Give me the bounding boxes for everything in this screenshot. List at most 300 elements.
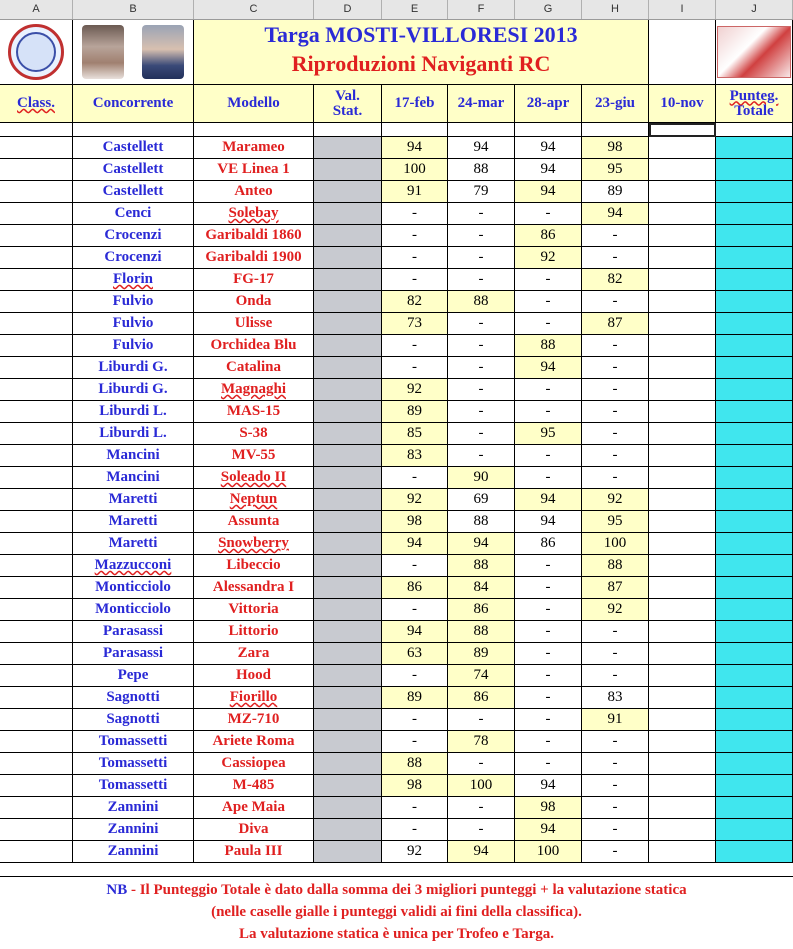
score-cell[interactable]: 88 bbox=[448, 159, 515, 181]
photos-cell[interactable] bbox=[73, 20, 194, 85]
column-letter-i[interactable]: I bbox=[649, 0, 716, 19]
val-stat-cell[interactable] bbox=[314, 665, 382, 687]
class-cell[interactable] bbox=[0, 467, 73, 489]
competitor-cell[interactable]: Crocenzi bbox=[73, 247, 194, 269]
class-cell[interactable] bbox=[0, 181, 73, 203]
competitor-cell[interactable]: Fulvio bbox=[73, 335, 194, 357]
header-date-5[interactable]: 10-nov bbox=[649, 85, 716, 123]
score-cell[interactable]: 98 bbox=[582, 137, 649, 159]
score-cell[interactable]: 89 bbox=[448, 643, 515, 665]
total-cell[interactable] bbox=[716, 599, 793, 621]
score-cell[interactable]: - bbox=[515, 709, 582, 731]
score-cell[interactable]: 89 bbox=[382, 687, 448, 709]
total-cell[interactable] bbox=[716, 291, 793, 313]
class-cell[interactable] bbox=[0, 423, 73, 445]
total-cell[interactable] bbox=[716, 753, 793, 775]
total-cell[interactable] bbox=[716, 225, 793, 247]
score-cell[interactable]: 82 bbox=[382, 291, 448, 313]
score-cell[interactable]: - bbox=[515, 577, 582, 599]
score-cell[interactable]: - bbox=[448, 819, 515, 841]
score-cell[interactable]: - bbox=[582, 797, 649, 819]
model-cell[interactable]: Zara bbox=[194, 643, 314, 665]
header-val-stat[interactable]: Val. Stat. bbox=[314, 85, 382, 123]
val-stat-cell[interactable] bbox=[314, 335, 382, 357]
class-cell[interactable] bbox=[0, 291, 73, 313]
column-letter-f[interactable]: F bbox=[448, 0, 515, 19]
model-cell[interactable]: VE Linea 1 bbox=[194, 159, 314, 181]
score-cell[interactable]: 100 bbox=[582, 533, 649, 555]
score-cell[interactable]: - bbox=[515, 643, 582, 665]
score-cell[interactable]: 92 bbox=[582, 599, 649, 621]
score-cell[interactable] bbox=[649, 137, 716, 159]
header-date-3[interactable]: 28-apr bbox=[515, 85, 582, 123]
competitor-cell[interactable]: Mazzucconi bbox=[73, 555, 194, 577]
score-cell[interactable]: 83 bbox=[582, 687, 649, 709]
score-cell[interactable]: - bbox=[382, 599, 448, 621]
score-cell[interactable]: - bbox=[382, 357, 448, 379]
score-cell[interactable]: - bbox=[515, 401, 582, 423]
competitor-cell[interactable]: Castellett bbox=[73, 159, 194, 181]
header-class[interactable]: Class. bbox=[0, 85, 73, 123]
total-cell[interactable] bbox=[716, 687, 793, 709]
score-cell[interactable]: 94 bbox=[382, 621, 448, 643]
competitor-cell[interactable]: Fulvio bbox=[73, 313, 194, 335]
class-cell[interactable] bbox=[0, 731, 73, 753]
model-cell[interactable]: Ape Maia bbox=[194, 797, 314, 819]
score-cell[interactable]: - bbox=[448, 313, 515, 335]
score-cell[interactable]: - bbox=[582, 291, 649, 313]
total-cell[interactable] bbox=[716, 819, 793, 841]
class-cell[interactable] bbox=[0, 819, 73, 841]
model-cell[interactable]: FG-17 bbox=[194, 269, 314, 291]
competitor-cell[interactable]: Fulvio bbox=[73, 291, 194, 313]
score-cell[interactable] bbox=[649, 291, 716, 313]
column-letter-d[interactable]: D bbox=[314, 0, 382, 19]
score-cell[interactable] bbox=[649, 357, 716, 379]
score-cell[interactable]: - bbox=[515, 313, 582, 335]
blank-cell[interactable] bbox=[515, 123, 582, 137]
score-cell[interactable]: - bbox=[515, 555, 582, 577]
score-cell[interactable]: 94 bbox=[582, 203, 649, 225]
score-cell[interactable]: 88 bbox=[448, 621, 515, 643]
class-cell[interactable] bbox=[0, 665, 73, 687]
total-cell[interactable] bbox=[716, 379, 793, 401]
score-cell[interactable]: 94 bbox=[515, 137, 582, 159]
column-letter-h[interactable]: H bbox=[582, 0, 649, 19]
score-cell[interactable]: 91 bbox=[582, 709, 649, 731]
score-cell[interactable]: 98 bbox=[382, 511, 448, 533]
competitor-cell[interactable]: Maretti bbox=[73, 533, 194, 555]
score-cell[interactable]: - bbox=[582, 665, 649, 687]
competitor-cell[interactable]: Monticciolo bbox=[73, 599, 194, 621]
class-cell[interactable] bbox=[0, 159, 73, 181]
val-stat-cell[interactable] bbox=[314, 819, 382, 841]
class-cell[interactable] bbox=[0, 511, 73, 533]
class-cell[interactable] bbox=[0, 687, 73, 709]
column-letter-c[interactable]: C bbox=[194, 0, 314, 19]
model-cell[interactable]: Littorio bbox=[194, 621, 314, 643]
score-cell[interactable]: 100 bbox=[448, 775, 515, 797]
score-cell[interactable]: - bbox=[582, 819, 649, 841]
score-cell[interactable]: - bbox=[382, 335, 448, 357]
score-cell[interactable]: - bbox=[448, 203, 515, 225]
score-cell[interactable]: 92 bbox=[515, 247, 582, 269]
score-cell[interactable]: - bbox=[582, 423, 649, 445]
competitor-cell[interactable]: Cenci bbox=[73, 203, 194, 225]
class-cell[interactable] bbox=[0, 225, 73, 247]
class-cell[interactable] bbox=[0, 401, 73, 423]
score-cell[interactable]: - bbox=[515, 621, 582, 643]
val-stat-cell[interactable] bbox=[314, 181, 382, 203]
competitor-cell[interactable]: Liburdi L. bbox=[73, 423, 194, 445]
score-cell[interactable]: 86 bbox=[515, 533, 582, 555]
class-cell[interactable] bbox=[0, 269, 73, 291]
score-cell[interactable]: 88 bbox=[515, 335, 582, 357]
score-cell[interactable] bbox=[649, 467, 716, 489]
score-cell[interactable]: 95 bbox=[582, 511, 649, 533]
competitor-cell[interactable]: Mancini bbox=[73, 445, 194, 467]
val-stat-cell[interactable] bbox=[314, 841, 382, 863]
score-cell[interactable]: 87 bbox=[582, 313, 649, 335]
score-cell[interactable]: - bbox=[382, 665, 448, 687]
score-cell[interactable]: - bbox=[448, 753, 515, 775]
model-cell[interactable]: Garibaldi 1860 bbox=[194, 225, 314, 247]
val-stat-cell[interactable] bbox=[314, 203, 382, 225]
class-cell[interactable] bbox=[0, 797, 73, 819]
score-cell[interactable]: 83 bbox=[382, 445, 448, 467]
score-cell[interactable]: - bbox=[515, 753, 582, 775]
model-cell[interactable]: Assunta bbox=[194, 511, 314, 533]
score-cell[interactable]: - bbox=[582, 247, 649, 269]
model-cell[interactable]: Hood bbox=[194, 665, 314, 687]
competitor-cell[interactable]: Castellett bbox=[73, 181, 194, 203]
score-cell[interactable] bbox=[649, 335, 716, 357]
total-cell[interactable] bbox=[716, 357, 793, 379]
val-stat-cell[interactable] bbox=[314, 269, 382, 291]
score-cell[interactable]: - bbox=[448, 335, 515, 357]
val-stat-cell[interactable] bbox=[314, 423, 382, 445]
blank-cell[interactable] bbox=[0, 123, 73, 137]
model-cell[interactable]: Diva bbox=[194, 819, 314, 841]
empty-title-cell[interactable] bbox=[649, 20, 716, 85]
score-cell[interactable]: - bbox=[382, 819, 448, 841]
score-cell[interactable]: 92 bbox=[582, 489, 649, 511]
class-cell[interactable] bbox=[0, 203, 73, 225]
val-stat-cell[interactable] bbox=[314, 313, 382, 335]
val-stat-cell[interactable] bbox=[314, 577, 382, 599]
total-cell[interactable] bbox=[716, 401, 793, 423]
competitor-cell[interactable]: Zannini bbox=[73, 819, 194, 841]
class-cell[interactable] bbox=[0, 599, 73, 621]
club-logo-cell[interactable] bbox=[0, 20, 73, 85]
model-cell[interactable]: Vittoria bbox=[194, 599, 314, 621]
total-cell[interactable] bbox=[716, 423, 793, 445]
model-cell[interactable]: Neptun bbox=[194, 489, 314, 511]
score-cell[interactable]: 88 bbox=[582, 555, 649, 577]
competitor-cell[interactable]: Castellett bbox=[73, 137, 194, 159]
score-cell[interactable]: 94 bbox=[382, 533, 448, 555]
class-cell[interactable] bbox=[0, 643, 73, 665]
score-cell[interactable]: 95 bbox=[582, 159, 649, 181]
model-cell[interactable]: Marameo bbox=[194, 137, 314, 159]
score-cell[interactable]: - bbox=[382, 555, 448, 577]
score-cell[interactable] bbox=[649, 511, 716, 533]
class-cell[interactable] bbox=[0, 621, 73, 643]
score-cell[interactable]: - bbox=[582, 841, 649, 863]
score-cell[interactable]: 92 bbox=[382, 841, 448, 863]
score-cell[interactable]: - bbox=[448, 357, 515, 379]
model-cell[interactable]: Magnaghi bbox=[194, 379, 314, 401]
score-cell[interactable]: - bbox=[582, 467, 649, 489]
score-cell[interactable]: - bbox=[515, 203, 582, 225]
score-cell[interactable]: - bbox=[515, 379, 582, 401]
val-stat-cell[interactable] bbox=[314, 731, 382, 753]
column-letter-g[interactable]: G bbox=[515, 0, 582, 19]
total-cell[interactable] bbox=[716, 731, 793, 753]
val-stat-cell[interactable] bbox=[314, 247, 382, 269]
val-stat-cell[interactable] bbox=[314, 533, 382, 555]
class-cell[interactable] bbox=[0, 247, 73, 269]
val-stat-cell[interactable] bbox=[314, 643, 382, 665]
model-cell[interactable]: Fiorillo bbox=[194, 687, 314, 709]
header-total[interactable]: Punteg. Totale bbox=[716, 85, 793, 123]
competitor-cell[interactable]: Sagnotti bbox=[73, 687, 194, 709]
val-stat-cell[interactable] bbox=[314, 511, 382, 533]
total-cell[interactable] bbox=[716, 159, 793, 181]
score-cell[interactable]: - bbox=[382, 225, 448, 247]
total-cell[interactable] bbox=[716, 841, 793, 863]
score-cell[interactable] bbox=[649, 577, 716, 599]
competitor-cell[interactable]: Parasassi bbox=[73, 643, 194, 665]
score-cell[interactable] bbox=[649, 731, 716, 753]
total-cell[interactable] bbox=[716, 335, 793, 357]
model-cell[interactable]: MV-55 bbox=[194, 445, 314, 467]
blank-cell[interactable] bbox=[448, 123, 515, 137]
score-cell[interactable] bbox=[649, 401, 716, 423]
model-cell[interactable]: Snowberry bbox=[194, 533, 314, 555]
class-cell[interactable] bbox=[0, 841, 73, 863]
score-cell[interactable]: 94 bbox=[515, 489, 582, 511]
score-cell[interactable] bbox=[649, 181, 716, 203]
val-stat-cell[interactable] bbox=[314, 489, 382, 511]
val-stat-cell[interactable] bbox=[314, 775, 382, 797]
score-cell[interactable]: - bbox=[448, 423, 515, 445]
total-cell[interactable] bbox=[716, 621, 793, 643]
score-cell[interactable]: 73 bbox=[382, 313, 448, 335]
model-cell[interactable]: MAS-15 bbox=[194, 401, 314, 423]
sponsor-cell[interactable] bbox=[716, 20, 793, 85]
score-cell[interactable]: - bbox=[582, 445, 649, 467]
score-cell[interactable]: - bbox=[515, 665, 582, 687]
score-cell[interactable]: - bbox=[448, 225, 515, 247]
score-cell[interactable]: - bbox=[382, 203, 448, 225]
score-cell[interactable]: 63 bbox=[382, 643, 448, 665]
score-cell[interactable] bbox=[649, 797, 716, 819]
score-cell[interactable]: - bbox=[582, 643, 649, 665]
score-cell[interactable]: 100 bbox=[515, 841, 582, 863]
model-cell[interactable]: Libeccio bbox=[194, 555, 314, 577]
column-letter-j[interactable]: J bbox=[716, 0, 793, 19]
model-cell[interactable]: MZ-710 bbox=[194, 709, 314, 731]
val-stat-cell[interactable] bbox=[314, 709, 382, 731]
total-cell[interactable] bbox=[716, 203, 793, 225]
score-cell[interactable]: - bbox=[382, 709, 448, 731]
blank-cell[interactable] bbox=[73, 123, 194, 137]
score-cell[interactable]: 98 bbox=[382, 775, 448, 797]
score-cell[interactable]: 88 bbox=[382, 753, 448, 775]
total-cell[interactable] bbox=[716, 797, 793, 819]
column-letter-b[interactable]: B bbox=[73, 0, 194, 19]
score-cell[interactable]: - bbox=[582, 731, 649, 753]
score-cell[interactable]: 94 bbox=[448, 533, 515, 555]
score-cell[interactable]: 95 bbox=[515, 423, 582, 445]
score-cell[interactable]: 90 bbox=[448, 467, 515, 489]
score-cell[interactable]: 87 bbox=[582, 577, 649, 599]
total-cell[interactable] bbox=[716, 511, 793, 533]
model-cell[interactable]: Soleado II bbox=[194, 467, 314, 489]
score-cell[interactable] bbox=[649, 841, 716, 863]
competitor-cell[interactable]: Maretti bbox=[73, 489, 194, 511]
score-cell[interactable]: 94 bbox=[515, 159, 582, 181]
header-date-1[interactable]: 17-feb bbox=[382, 85, 448, 123]
score-cell[interactable]: 86 bbox=[448, 687, 515, 709]
score-cell[interactable]: 86 bbox=[382, 577, 448, 599]
header-date-4[interactable]: 23-giu bbox=[582, 85, 649, 123]
score-cell[interactable]: 92 bbox=[382, 489, 448, 511]
competitor-cell[interactable]: Zannini bbox=[73, 797, 194, 819]
score-cell[interactable]: 86 bbox=[515, 225, 582, 247]
model-cell[interactable]: Catalina bbox=[194, 357, 314, 379]
score-cell[interactable] bbox=[649, 687, 716, 709]
total-cell[interactable] bbox=[716, 489, 793, 511]
score-cell[interactable]: - bbox=[448, 379, 515, 401]
class-cell[interactable] bbox=[0, 555, 73, 577]
score-cell[interactable]: - bbox=[515, 291, 582, 313]
model-cell[interactable]: Ariete Roma bbox=[194, 731, 314, 753]
score-cell[interactable]: - bbox=[515, 269, 582, 291]
val-stat-cell[interactable] bbox=[314, 621, 382, 643]
class-cell[interactable] bbox=[0, 445, 73, 467]
score-cell[interactable]: 79 bbox=[448, 181, 515, 203]
score-cell[interactable] bbox=[649, 709, 716, 731]
score-cell[interactable] bbox=[649, 753, 716, 775]
blank-cell[interactable] bbox=[194, 123, 314, 137]
score-cell[interactable] bbox=[649, 225, 716, 247]
competitor-cell[interactable]: Tomassetti bbox=[73, 731, 194, 753]
score-cell[interactable] bbox=[649, 555, 716, 577]
score-cell[interactable] bbox=[649, 247, 716, 269]
score-cell[interactable] bbox=[649, 533, 716, 555]
score-cell[interactable]: 89 bbox=[382, 401, 448, 423]
score-cell[interactable] bbox=[649, 665, 716, 687]
score-cell[interactable]: - bbox=[582, 225, 649, 247]
total-cell[interactable] bbox=[716, 247, 793, 269]
total-cell[interactable] bbox=[716, 467, 793, 489]
total-cell[interactable] bbox=[716, 269, 793, 291]
score-cell[interactable]: - bbox=[582, 357, 649, 379]
class-cell[interactable] bbox=[0, 489, 73, 511]
score-cell[interactable]: - bbox=[582, 753, 649, 775]
score-cell[interactable] bbox=[649, 313, 716, 335]
model-cell[interactable]: Paula III bbox=[194, 841, 314, 863]
total-cell[interactable] bbox=[716, 709, 793, 731]
competitor-cell[interactable]: Sagnotti bbox=[73, 709, 194, 731]
val-stat-cell[interactable] bbox=[314, 159, 382, 181]
score-cell[interactable]: - bbox=[382, 269, 448, 291]
val-stat-cell[interactable] bbox=[314, 687, 382, 709]
score-cell[interactable]: - bbox=[582, 621, 649, 643]
score-cell[interactable]: 98 bbox=[515, 797, 582, 819]
header-competitor[interactable]: Concorrente bbox=[73, 85, 194, 123]
class-cell[interactable] bbox=[0, 775, 73, 797]
score-cell[interactable] bbox=[649, 643, 716, 665]
competitor-cell[interactable]: Zannini bbox=[73, 841, 194, 863]
model-cell[interactable]: Orchidea Blu bbox=[194, 335, 314, 357]
score-cell[interactable]: - bbox=[382, 247, 448, 269]
score-cell[interactable]: - bbox=[582, 775, 649, 797]
val-stat-cell[interactable] bbox=[314, 753, 382, 775]
score-cell[interactable] bbox=[649, 423, 716, 445]
competitor-cell[interactable]: Mancini bbox=[73, 467, 194, 489]
score-cell[interactable] bbox=[649, 489, 716, 511]
model-cell[interactable]: Garibaldi 1900 bbox=[194, 247, 314, 269]
model-cell[interactable]: Cassiopea bbox=[194, 753, 314, 775]
class-cell[interactable] bbox=[0, 137, 73, 159]
score-cell[interactable]: 89 bbox=[582, 181, 649, 203]
score-cell[interactable]: 94 bbox=[515, 819, 582, 841]
val-stat-cell[interactable] bbox=[314, 357, 382, 379]
score-cell[interactable] bbox=[649, 203, 716, 225]
score-cell[interactable]: 94 bbox=[515, 181, 582, 203]
score-cell[interactable]: - bbox=[582, 379, 649, 401]
competitor-cell[interactable]: Monticciolo bbox=[73, 577, 194, 599]
score-cell[interactable]: 84 bbox=[448, 577, 515, 599]
class-cell[interactable] bbox=[0, 379, 73, 401]
model-cell[interactable]: Anteo bbox=[194, 181, 314, 203]
blank-cell[interactable] bbox=[382, 123, 448, 137]
competitor-cell[interactable]: Liburdi G. bbox=[73, 357, 194, 379]
score-cell[interactable]: - bbox=[448, 797, 515, 819]
footnote[interactable] bbox=[0, 876, 793, 946]
val-stat-cell[interactable] bbox=[314, 291, 382, 313]
score-cell[interactable]: 91 bbox=[382, 181, 448, 203]
class-cell[interactable] bbox=[0, 753, 73, 775]
score-cell[interactable]: - bbox=[382, 467, 448, 489]
competitor-cell[interactable]: Parasassi bbox=[73, 621, 194, 643]
title-cell[interactable] bbox=[194, 20, 649, 85]
column-letter-e[interactable]: E bbox=[382, 0, 448, 19]
score-cell[interactable]: - bbox=[515, 445, 582, 467]
total-cell[interactable] bbox=[716, 643, 793, 665]
class-cell[interactable] bbox=[0, 313, 73, 335]
total-cell[interactable] bbox=[716, 313, 793, 335]
score-cell[interactable]: - bbox=[448, 247, 515, 269]
score-cell[interactable] bbox=[649, 599, 716, 621]
val-stat-cell[interactable] bbox=[314, 445, 382, 467]
score-cell[interactable] bbox=[649, 445, 716, 467]
score-cell[interactable]: 100 bbox=[382, 159, 448, 181]
total-cell[interactable] bbox=[716, 533, 793, 555]
score-cell[interactable]: - bbox=[582, 401, 649, 423]
competitor-cell[interactable]: Florin bbox=[73, 269, 194, 291]
model-cell[interactable]: Solebay bbox=[194, 203, 314, 225]
column-letter-a[interactable]: A bbox=[0, 0, 73, 19]
class-cell[interactable] bbox=[0, 335, 73, 357]
score-cell[interactable]: - bbox=[515, 687, 582, 709]
total-cell[interactable] bbox=[716, 775, 793, 797]
competitor-cell[interactable]: Tomassetti bbox=[73, 775, 194, 797]
val-stat-cell[interactable] bbox=[314, 137, 382, 159]
